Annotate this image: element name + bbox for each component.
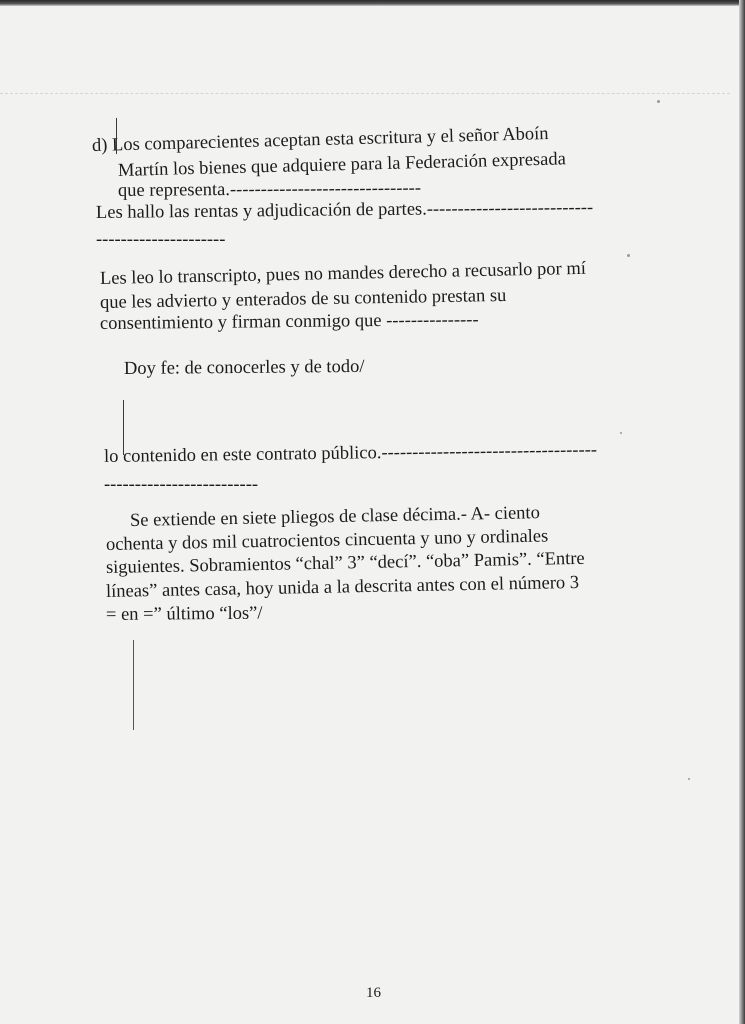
paragraph-leo-line-2: que les advierto y enterados de su contenido prestan su: [99, 285, 507, 313]
paragraph-extiende-line-1: Se extiende en siete pliegos de clase décima.- A- ciento: [129, 503, 541, 531]
paragraph-extiende-line-2: ochenta y dos mil cuatrocientos cincuenta y uno y ordinales: [105, 526, 549, 555]
page-number: 16: [366, 985, 381, 1001]
doy-fe-line: Doy fe: de conocerles y de todo/: [123, 356, 365, 379]
scan-right-edge: [739, 0, 745, 1024]
paragraph-contenido-line-2: -------------------------: [104, 475, 259, 495]
scan-speck: [657, 100, 660, 103]
paragraph-extiende-line-3: siguientes. Sobramientos “chal” 3” “decí”. “oba” Pamis”. “Entre: [105, 548, 585, 578]
paragraph-rentas-line-2: ---------------------: [96, 230, 226, 250]
paragraph-d-line-1: d) Los comparecientes aceptan esta escritura y el señor Aboín: [91, 124, 549, 156]
paragraph-contenido-line-1: lo contenido en este contrato público.-----------------------------------: [103, 440, 598, 467]
paragraph-leo-line-1: Les leo lo transcripto, pues no mandes derecho a recusarlo por mí: [99, 258, 587, 289]
paragraph-extiende-line-5: = en =” último “los”/: [105, 603, 263, 625]
scan-speck: [627, 254, 630, 257]
paragraph-d-line-3: que representa.-------------------------------: [117, 178, 422, 201]
paragraph-d-line-2: Martín los bienes que adquiere para la Federación expresada: [117, 149, 567, 181]
paragraph-leo-line-3: consentimiento y firman conmigo que ---------------: [99, 310, 479, 334]
scan-speck: [688, 778, 690, 780]
scan-speck: [620, 432, 622, 434]
scan-top-edge: [0, 0, 745, 6]
paragraph-rentas-line-1: Les hallo las rentas y adjudicación de partes.---------------------------: [95, 197, 594, 223]
margin-tick: [133, 640, 134, 730]
fold-line: [0, 93, 730, 94]
paragraph-extiende-line-4: líneas” antes casa, hoy unida a la descrita antes con el número 3: [105, 572, 580, 602]
